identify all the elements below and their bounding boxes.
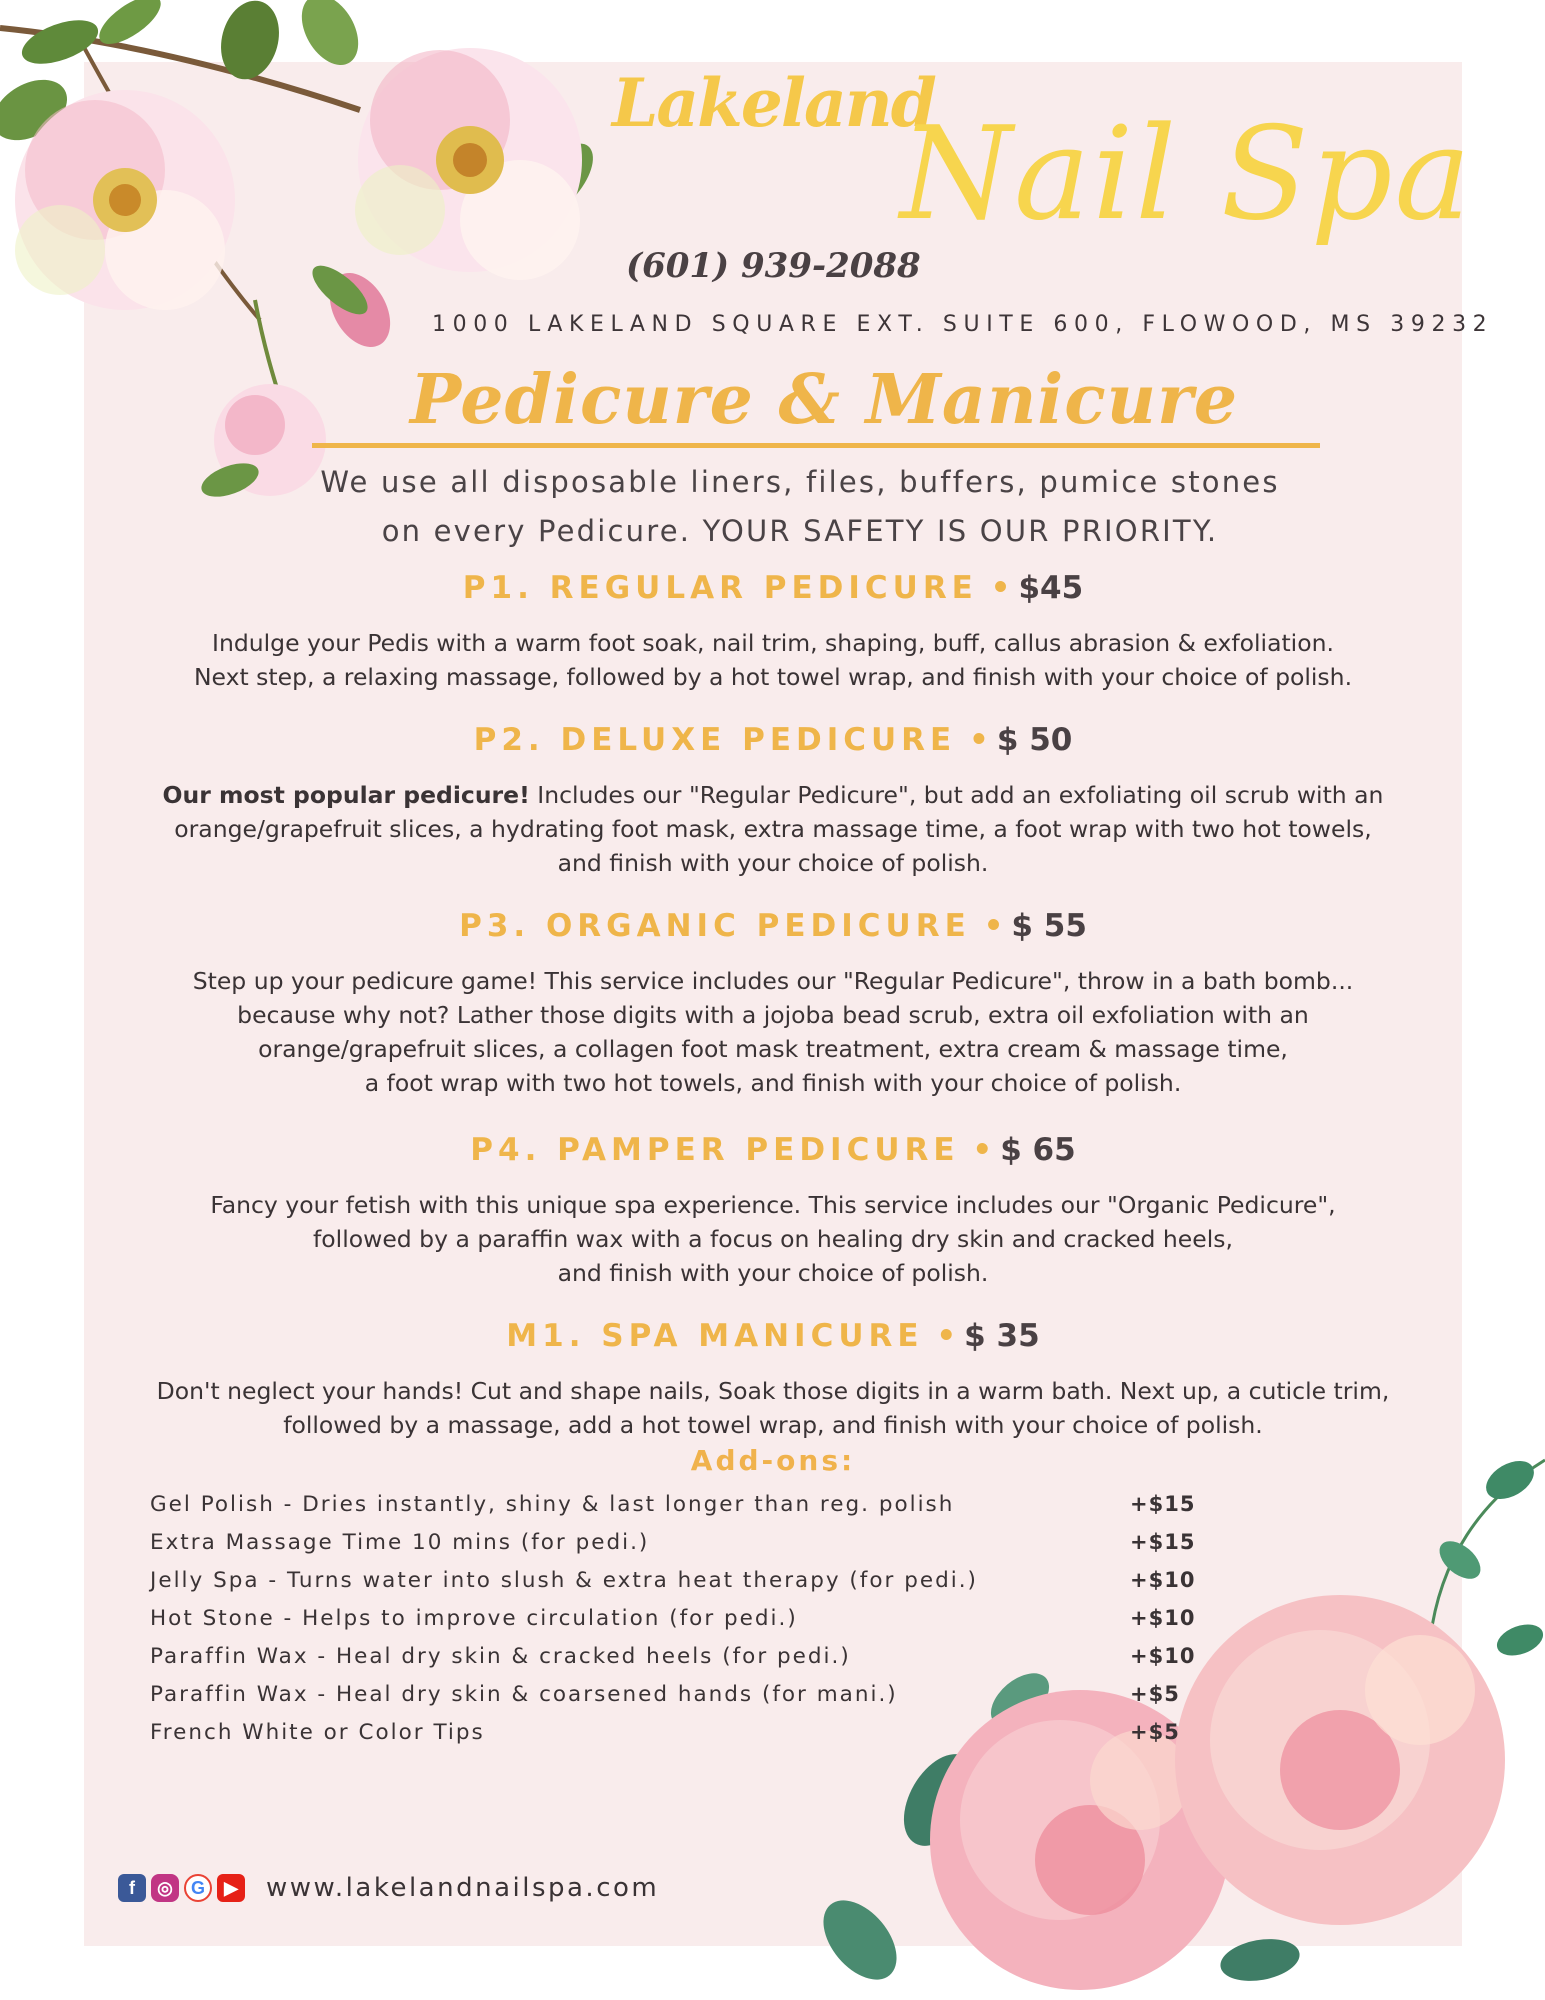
addon-price: +$15 <box>1130 1530 1196 1554</box>
addons-title: Add-ons: <box>690 1444 856 1477</box>
description-line: Fancy your fetish with this unique spa experience. This service includes our "Organic Pedicure", <box>210 1191 1336 1219</box>
service-description-m1 <box>84 1374 1462 1442</box>
addon-name: Jelly Spa - Turns water into slush & extra heat therapy (for pedi.) <box>150 1568 978 1593</box>
service-price: $ 50 <box>996 722 1073 758</box>
service-name: P2. DELUXE PEDICURE <box>473 722 957 758</box>
addon-row <box>150 1606 1250 1642</box>
description-line: Step up your pedicure game! This service includes our "Regular Pedicure", throw in a bath bomb... <box>192 967 1354 995</box>
intro-line-2: on every Pedicure. YOUR SAFETY IS OUR PRIORITY. <box>381 514 1219 548</box>
service-name: M1. SPA MANICURE <box>506 1318 924 1354</box>
bullet-dot: • <box>961 1132 993 1168</box>
google-icon[interactable]: G <box>184 1874 212 1902</box>
description-line: Don't neglect your hands! Cut and shape nails, Soak those digits in a warm bath. Next up, a cuticle trim, <box>156 1377 1390 1405</box>
service-name: P1. REGULAR PEDICURE <box>462 570 978 606</box>
service-heading-p4 <box>84 1132 1462 1168</box>
title-divider <box>312 443 1320 448</box>
service-heading-p3 <box>84 908 1462 944</box>
description-line: a foot wrap with two hot towels, and finish with your choice of polish. <box>364 1069 1182 1097</box>
description-line: followed by a paraffin wax with a focus on healing dry skin and cracked heels, <box>313 1225 1233 1253</box>
bullet-dot: • <box>979 570 1011 606</box>
brand-name-main: Nail Spa <box>900 100 1473 249</box>
description-line: because why not? Lather those digits with a jojoba bead scrub, extra oil exfoliation with an <box>237 1001 1309 1029</box>
addon-price: +$10 <box>1130 1606 1196 1630</box>
addon-row <box>150 1720 1250 1756</box>
addon-name: Paraffin Wax - Heal dry skin & coarsened hands (for mani.) <box>150 1682 898 1707</box>
social-icons <box>118 1874 245 1904</box>
bullet-dot: • <box>958 722 989 758</box>
intro-line-1: We use all disposable liners, files, buffers, pumice stones <box>320 465 1280 499</box>
rose-large-left <box>15 90 235 310</box>
addon-name: Hot Stone - Helps to improve circulation (for pedi.) <box>150 1606 798 1631</box>
bullet-dot: • <box>972 908 1004 944</box>
addon-row <box>150 1530 1250 1566</box>
service-price: $ 65 <box>1000 1132 1076 1168</box>
addon-row <box>150 1568 1250 1604</box>
addon-price: +$15 <box>1130 1492 1196 1516</box>
floral-decoration-top-left <box>0 0 620 520</box>
rose-large-right <box>355 48 582 280</box>
addon-name: French White or Color Tips <box>150 1720 485 1745</box>
website-link[interactable]: www.lakelandnailspa.com <box>266 1873 660 1903</box>
addon-name: Gel Polish - Dries instantly, shiny & last longer than reg. polish <box>150 1492 955 1517</box>
description-line: Indulge your Pedis with a warm foot soak, nail trim, shaping, buff, callus abrasion & exfoliation. <box>212 629 1334 657</box>
rosebud-small <box>305 257 403 357</box>
description-line: orange/grapefruit slices, a collagen foot mask treatment, extra cream & massage time, <box>258 1035 1288 1063</box>
service-name: P4. PAMPER PEDICURE <box>470 1132 960 1168</box>
service-heading-p2 <box>84 722 1462 758</box>
description-line <box>84 778 1462 812</box>
addon-row <box>150 1492 1250 1528</box>
service-heading-p1 <box>84 570 1462 606</box>
description-text: Includes our "Regular Pedicure", but add an exfoliating oil scrub with an <box>529 781 1384 809</box>
bullet-dot: • <box>925 1318 957 1354</box>
service-price: $45 <box>1018 570 1084 606</box>
description-line: and finish with your choice of polish. <box>557 1259 989 1287</box>
phone-number: (601) 939-2088 <box>626 246 921 286</box>
youtube-icon[interactable]: ▶ <box>217 1874 245 1902</box>
brand-name-top: Lakeland <box>612 64 935 142</box>
addon-price: +$10 <box>1130 1568 1196 1592</box>
service-description-p2 <box>84 778 1462 880</box>
service-description-p1 <box>84 626 1462 694</box>
address: 1000 LAKELAND SQUARE EXT. SUITE 600, FLOWOOD, MS 39232 <box>432 312 1494 337</box>
addon-price: +$10 <box>1130 1644 1196 1668</box>
service-price: $ 35 <box>964 1318 1040 1354</box>
intro-text <box>200 458 1400 556</box>
addon-price: +$5 <box>1130 1720 1180 1744</box>
service-description-p3 <box>84 964 1462 1100</box>
popular-highlight: Our most popular pedicure! <box>162 781 530 809</box>
description-line: followed by a massage, add a hot towel wrap, and finish with your choice of polish. <box>283 1411 1263 1439</box>
service-price: $ 55 <box>1011 908 1087 944</box>
description-line: Next step, a relaxing massage, followed by a hot towel wrap, and finish with your choice of polish. <box>193 663 1353 691</box>
description-line: orange/grapefruit slices, a hydrating foot mask, extra massage time, a foot wrap with two hot towels, <box>174 815 1372 843</box>
service-heading-m1 <box>84 1318 1462 1354</box>
section-title: Pedicure & Manicure <box>410 360 1239 440</box>
addon-row <box>150 1682 1250 1718</box>
service-name: P3. ORGANIC PEDICURE <box>459 908 971 944</box>
addon-name: Paraffin Wax - Heal dry skin & cracked heels (for pedi.) <box>150 1644 851 1669</box>
addon-price: +$5 <box>1130 1682 1180 1706</box>
facebook-icon[interactable]: f <box>118 1874 146 1902</box>
service-description-p4 <box>84 1188 1462 1290</box>
description-line: and finish with your choice of polish. <box>557 849 989 877</box>
instagram-icon[interactable]: ◎ <box>151 1874 179 1902</box>
addon-row <box>150 1644 1250 1680</box>
addon-name: Extra Massage Time 10 mins (for pedi.) <box>150 1530 650 1555</box>
